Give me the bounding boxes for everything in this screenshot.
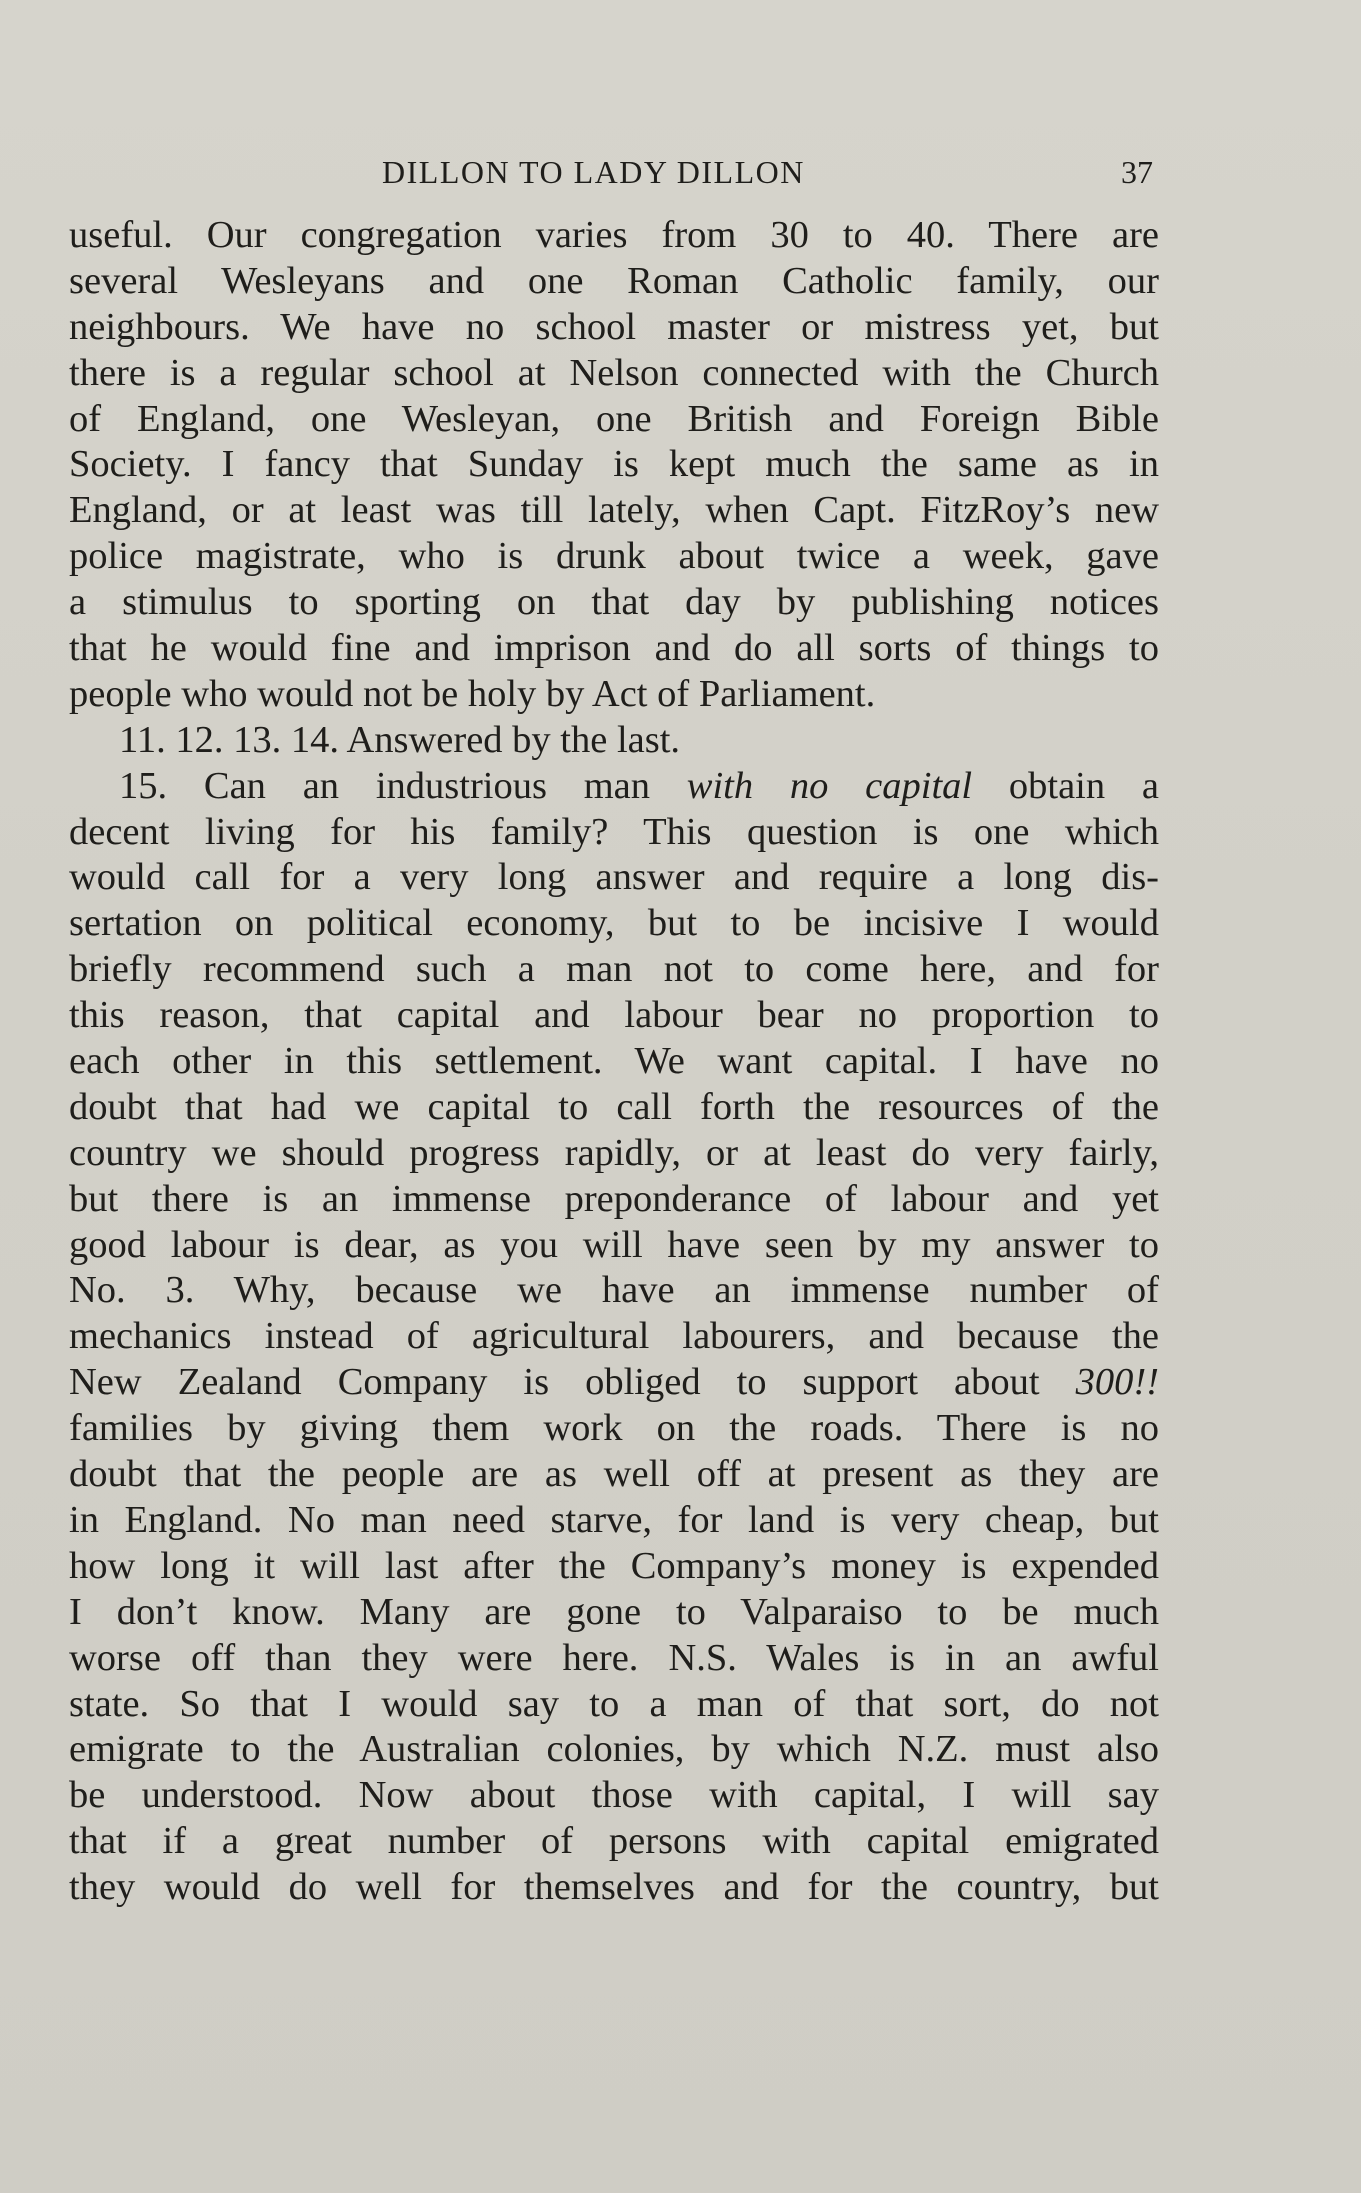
text-line: Society. I fancy that Sunday is kept much the same as in bbox=[69, 443, 1159, 486]
text-line: doubt that the people are as well off at present as they are bbox=[69, 1453, 1159, 1496]
text-line bbox=[69, 1360, 1159, 1406]
text-line: be understood. Now about those with capital, I will say bbox=[69, 1774, 1159, 1817]
running-title: DILLON TO LADY DILLON bbox=[382, 154, 805, 190]
text-span: obtain a bbox=[1008, 764, 1159, 807]
running-head bbox=[0, 152, 1361, 192]
text-line: families by giving them work on the roads. There is no bbox=[69, 1407, 1159, 1450]
text-line: England, or at least was till lately, when Capt. FitzRoy’s new bbox=[69, 489, 1159, 532]
text-line: mechanics instead of agricultural labourers, and because the bbox=[69, 1315, 1159, 1358]
text-line: state. So that I would say to a man of that sort, do not bbox=[69, 1682, 1159, 1725]
text-line: useful. Our congregation varies from 30 to 40. There are bbox=[69, 214, 1159, 256]
text-line: good labour is dear, as you will have seen by my answer to bbox=[69, 1223, 1159, 1266]
text-line: would call for a very long answer and require a long dis- bbox=[69, 856, 1159, 899]
text-line: country we should progress rapidly, or at least do very fairly, bbox=[69, 1131, 1159, 1174]
text-line: sertation on political economy, but to be incisive I would bbox=[69, 902, 1159, 945]
text-line: doubt that had we capital to call forth the resources of the bbox=[69, 1085, 1159, 1128]
text-line: worse off than they were here. N.S. Wales is in an awful bbox=[69, 1636, 1159, 1679]
text-line: there is a regular school at Nelson connected with the Church bbox=[69, 351, 1159, 394]
text-line: that he would fine and imprison and do all sorts of things to bbox=[69, 627, 1159, 670]
text-line: a stimulus to sporting on that day by publishing notices bbox=[69, 581, 1159, 624]
text-line: people who would not be holy by Act of Parliament. bbox=[69, 672, 876, 715]
text-line: each other in this settlement. We want capital. I have no bbox=[69, 1040, 1159, 1083]
text-line: of England, one Wesleyan, one British and Foreign Bible bbox=[69, 397, 1159, 440]
text-line: that if a great number of persons with capital emigrated bbox=[69, 1820, 1159, 1863]
text-line: I don’t know. Many are gone to Valparaiso to be much bbox=[69, 1590, 1159, 1633]
text-line: but there is an immense preponderance of labour and yet bbox=[69, 1177, 1159, 1220]
text-line: No. 3. Why, because we have an immense number of bbox=[69, 1269, 1159, 1312]
text-span: 15. Can an industrious man bbox=[119, 764, 651, 807]
text-line: decent living for his family? This question is one which bbox=[69, 810, 1159, 853]
text-line: this reason, that capital and labour bear no proportion to bbox=[69, 994, 1159, 1037]
text-line: neighbours. We have no school master or mistress yet, but bbox=[69, 305, 1159, 348]
text-span: New Zealand Company is obliged to support about bbox=[69, 1361, 1040, 1404]
page-number: 37 bbox=[1121, 154, 1153, 190]
text-line: 11. 12. 13. 14. Answered by the last. bbox=[119, 718, 681, 761]
text-line: in England. No man need starve, for land is very cheap, but bbox=[69, 1498, 1159, 1541]
text-line: several Wesleyans and one Roman Catholic family, our bbox=[69, 259, 1159, 302]
text-line: police magistrate, who is drunk about twice a week, gave bbox=[69, 535, 1159, 578]
text-line: they would do well for themselves and for the country, but bbox=[69, 1866, 1159, 1909]
text-line bbox=[69, 764, 1159, 810]
text-line: briefly recommend such a man not to come here, and for bbox=[69, 948, 1159, 991]
italic-text: with no capital bbox=[686, 764, 973, 807]
italic-text: 300!! bbox=[1075, 1361, 1160, 1404]
text-line: how long it will last after the Company’s money is expended bbox=[69, 1544, 1159, 1587]
body-text bbox=[69, 213, 1159, 1911]
text-line: emigrate to the Australian colonies, by which N.Z. must also bbox=[69, 1728, 1159, 1771]
